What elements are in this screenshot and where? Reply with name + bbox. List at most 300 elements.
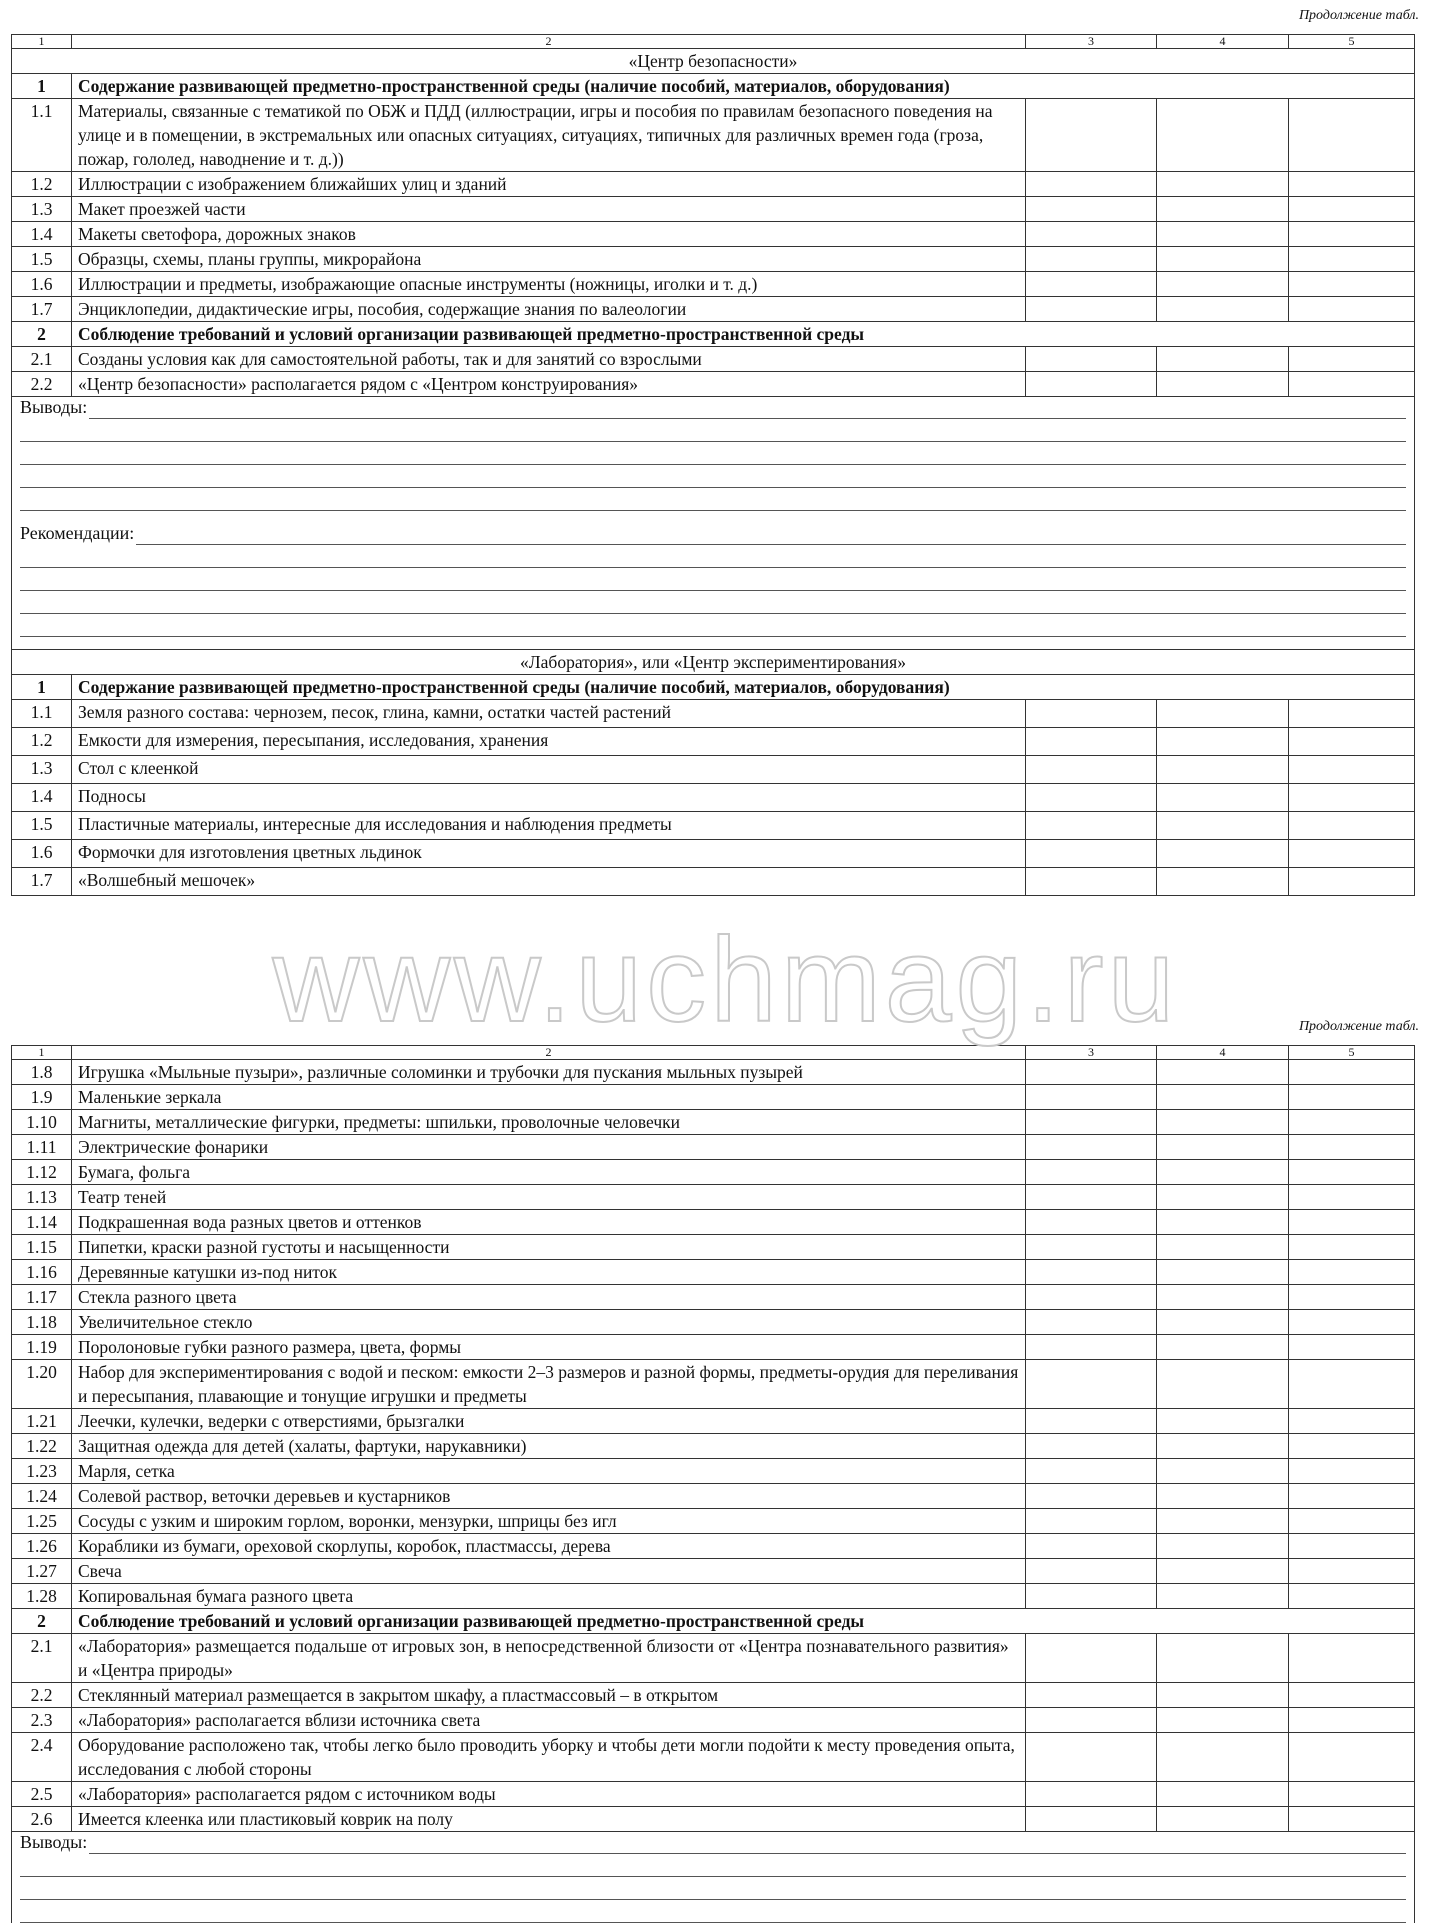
item-number: 1.28 bbox=[12, 1584, 72, 1609]
item-number: 1.5 bbox=[12, 812, 72, 840]
table-row bbox=[12, 1509, 1415, 1534]
table-row bbox=[12, 840, 1415, 868]
rating-cell[interactable] bbox=[1289, 1534, 1415, 1559]
writing-line[interactable] bbox=[20, 614, 1406, 637]
rating-cell[interactable] bbox=[1026, 1260, 1157, 1285]
rating-cell[interactable] bbox=[1026, 297, 1157, 322]
rating-cell[interactable] bbox=[1026, 840, 1157, 868]
item-text: Земля разного состава: чернозем, песок, глина, камни, остатки частей растений bbox=[72, 700, 1026, 728]
rating-cell[interactable] bbox=[1026, 1409, 1157, 1434]
rating-cell[interactable] bbox=[1289, 1484, 1415, 1509]
rating-cell[interactable] bbox=[1157, 812, 1289, 840]
rating-cell[interactable] bbox=[1026, 1733, 1157, 1782]
table-row bbox=[12, 1584, 1415, 1609]
table-row bbox=[12, 1060, 1415, 1085]
table-row bbox=[12, 1160, 1415, 1185]
group-header-row bbox=[12, 1609, 1415, 1634]
group-title: Содержание развивающей предметно-пространственной среды (наличие пособий, материалов, оборудования) bbox=[72, 675, 1415, 700]
table-row bbox=[12, 272, 1415, 297]
item-text: «Лаборатория» располагается рядом с источником воды bbox=[72, 1782, 1026, 1807]
item-number: 1.4 bbox=[12, 784, 72, 812]
group-header-row bbox=[12, 675, 1415, 700]
item-text: Пипетки, краски разной густоты и насыщенности bbox=[72, 1235, 1026, 1260]
continuation-label: Продолжение табл. bbox=[1299, 8, 1419, 24]
rating-cell[interactable] bbox=[1289, 372, 1415, 397]
table-row bbox=[12, 197, 1415, 222]
item-number: 1.22 bbox=[12, 1434, 72, 1459]
conclusions bbox=[12, 1832, 1415, 1923]
rating-cell[interactable] bbox=[1026, 1807, 1157, 1832]
rating-cell[interactable] bbox=[1289, 1708, 1415, 1733]
rating-cell[interactable] bbox=[1026, 1459, 1157, 1484]
assessment-table-part1 bbox=[11, 34, 1415, 896]
item-text: Копировальная бумага разного цвета bbox=[72, 1584, 1026, 1609]
item-text: Стекла разного цвета bbox=[72, 1285, 1026, 1310]
rating-cell[interactable] bbox=[1026, 1210, 1157, 1235]
table-row bbox=[12, 1110, 1415, 1135]
rating-cell[interactable] bbox=[1289, 1409, 1415, 1434]
column-number: 2 bbox=[72, 35, 1026, 49]
rating-cell[interactable] bbox=[1026, 1782, 1157, 1807]
table-row bbox=[12, 756, 1415, 784]
table-row bbox=[12, 1185, 1415, 1210]
rating-cell[interactable] bbox=[1157, 99, 1289, 172]
rating-cell[interactable] bbox=[1157, 728, 1289, 756]
table-row bbox=[12, 1360, 1415, 1409]
rating-cell[interactable] bbox=[1026, 1434, 1157, 1459]
table-row bbox=[12, 1409, 1415, 1434]
rating-cell[interactable] bbox=[1026, 1335, 1157, 1360]
column-number: 4 bbox=[1157, 35, 1289, 49]
column-number-row bbox=[12, 1046, 1415, 1060]
writing-line[interactable] bbox=[20, 488, 1406, 511]
rating-cell[interactable] bbox=[1026, 1310, 1157, 1335]
rating-cell[interactable] bbox=[1026, 700, 1157, 728]
item-number: 1.10 bbox=[12, 1110, 72, 1135]
item-number: 1.12 bbox=[12, 1160, 72, 1185]
item-number: 2.1 bbox=[12, 1634, 72, 1683]
rating-cell[interactable] bbox=[1157, 1210, 1289, 1235]
rating-cell[interactable] bbox=[1289, 1335, 1415, 1360]
item-number: 2.2 bbox=[12, 1683, 72, 1708]
rating-cell[interactable] bbox=[1157, 1310, 1289, 1335]
rating-cell[interactable] bbox=[1157, 272, 1289, 297]
item-text: Электрические фонарики bbox=[72, 1135, 1026, 1160]
rating-cell[interactable] bbox=[1157, 1484, 1289, 1509]
section-title-row bbox=[12, 650, 1415, 675]
rating-cell[interactable] bbox=[1026, 1160, 1157, 1185]
rating-cell[interactable] bbox=[1289, 700, 1415, 728]
item-text: Сосуды с узким и широким горлом, воронки, мензурки, шприцы без игл bbox=[72, 1509, 1026, 1534]
table-row bbox=[12, 1085, 1415, 1110]
writing-line[interactable] bbox=[20, 465, 1406, 488]
rating-cell[interactable] bbox=[1289, 272, 1415, 297]
rating-cell[interactable] bbox=[1157, 756, 1289, 784]
table-row bbox=[12, 784, 1415, 812]
item-number: 1.4 bbox=[12, 222, 72, 247]
rating-cell[interactable] bbox=[1157, 1110, 1289, 1135]
item-text: Макеты светофора, дорожных знаков bbox=[72, 222, 1026, 247]
table-row bbox=[12, 1733, 1415, 1782]
table-row bbox=[12, 868, 1415, 896]
item-text: «Волшебный мешочек» bbox=[72, 868, 1026, 896]
writing-line[interactable] bbox=[20, 1854, 1406, 1877]
rating-cell[interactable] bbox=[1026, 1110, 1157, 1135]
rating-cell[interactable] bbox=[1289, 1584, 1415, 1609]
rating-cell[interactable] bbox=[1289, 197, 1415, 222]
rating-cell[interactable] bbox=[1157, 1434, 1289, 1459]
rating-cell[interactable] bbox=[1157, 1185, 1289, 1210]
rating-cell[interactable] bbox=[1289, 1434, 1415, 1459]
item-text: «Лаборатория» располагается вблизи источника света bbox=[72, 1708, 1026, 1733]
group-header-row bbox=[12, 322, 1415, 347]
rating-cell[interactable] bbox=[1157, 197, 1289, 222]
rating-cell[interactable] bbox=[1026, 1509, 1157, 1534]
table-row bbox=[12, 1534, 1415, 1559]
column-number: 3 bbox=[1026, 35, 1157, 49]
item-text: Театр теней bbox=[72, 1185, 1026, 1210]
item-text: Материалы, связанные с тематикой по ОБЖ и ПДД (иллюстрации, игры и пособия по правилам безопасного поведения на улице и в помещении, в экстремальных или опасных ситуациях, ситуациях, типичных для различных времен года (гроза, пожар, гололед, наводнение и т. д.)) bbox=[72, 99, 1026, 172]
item-text: Оборудование расположено так, чтобы легко было проводить уборку и чтобы дети могли подойти к месту проведения опыта, исследования с любой стороны bbox=[72, 1733, 1026, 1782]
watermark: www.uchmag.ru bbox=[0, 920, 1451, 1040]
item-number: 1.18 bbox=[12, 1310, 72, 1335]
section-title-row bbox=[12, 49, 1415, 74]
conclusions-line[interactable] bbox=[20, 397, 1406, 419]
rating-cell[interactable] bbox=[1289, 1310, 1415, 1335]
table-row bbox=[12, 1484, 1415, 1509]
item-text: Иллюстрации с изображением ближайших улиц и зданий bbox=[72, 172, 1026, 197]
rating-cell[interactable] bbox=[1289, 1060, 1415, 1085]
rating-cell[interactable] bbox=[1157, 1335, 1289, 1360]
item-number: 1.7 bbox=[12, 297, 72, 322]
item-number: 2.5 bbox=[12, 1782, 72, 1807]
item-number: 1.5 bbox=[12, 247, 72, 272]
item-text: Поролоновые губки разного размера, цвета, формы bbox=[72, 1335, 1026, 1360]
rating-cell[interactable] bbox=[1157, 372, 1289, 397]
item-text: «Центр безопасности» располагается рядом с «Центром конструирования» bbox=[72, 372, 1026, 397]
column-number: 5 bbox=[1289, 35, 1415, 49]
rating-cell[interactable] bbox=[1289, 1683, 1415, 1708]
rating-cell[interactable] bbox=[1026, 1584, 1157, 1609]
table-row bbox=[12, 1335, 1415, 1360]
rating-cell[interactable] bbox=[1289, 1110, 1415, 1135]
group-number: 1 bbox=[12, 675, 72, 700]
rating-cell[interactable] bbox=[1289, 1807, 1415, 1832]
rating-cell[interactable] bbox=[1157, 1085, 1289, 1110]
rating-cell[interactable] bbox=[1157, 1160, 1289, 1185]
rating-cell[interactable] bbox=[1157, 1135, 1289, 1160]
table-row bbox=[12, 1559, 1415, 1584]
conclusions-label: Выводы: bbox=[20, 1830, 87, 1854]
writing-line[interactable] bbox=[20, 1877, 1406, 1900]
rating-cell[interactable] bbox=[1289, 99, 1415, 172]
writing-line[interactable] bbox=[20, 591, 1406, 614]
rating-cell[interactable] bbox=[1157, 1260, 1289, 1285]
table-row bbox=[12, 1210, 1415, 1235]
rating-cell[interactable] bbox=[1157, 1683, 1289, 1708]
rating-cell[interactable] bbox=[1289, 784, 1415, 812]
item-text: Созданы условия как для самостоятельной работы, так и для занятий со взрослыми bbox=[72, 347, 1026, 372]
rating-cell[interactable] bbox=[1026, 1060, 1157, 1085]
item-number: 2.6 bbox=[12, 1807, 72, 1832]
writing-line[interactable] bbox=[20, 568, 1406, 591]
conclusions-label: Выводы: bbox=[20, 395, 87, 419]
rating-cell[interactable] bbox=[1026, 728, 1157, 756]
rating-cell[interactable] bbox=[1026, 272, 1157, 297]
item-number: 2.4 bbox=[12, 1733, 72, 1782]
rating-cell[interactable] bbox=[1157, 1459, 1289, 1484]
rating-cell[interactable] bbox=[1157, 1733, 1289, 1782]
item-text: Марля, сетка bbox=[72, 1459, 1026, 1484]
item-number: 1.27 bbox=[12, 1559, 72, 1584]
rating-cell[interactable] bbox=[1157, 784, 1289, 812]
rating-cell[interactable] bbox=[1289, 1733, 1415, 1782]
rating-cell[interactable] bbox=[1026, 1634, 1157, 1683]
notes-row bbox=[12, 397, 1415, 650]
conclusions-row bbox=[12, 1832, 1415, 1923]
table-row bbox=[12, 1260, 1415, 1285]
recommendations-line[interactable] bbox=[20, 523, 1406, 545]
rating-cell[interactable] bbox=[1026, 172, 1157, 197]
rating-cell[interactable] bbox=[1289, 247, 1415, 272]
rating-cell[interactable] bbox=[1157, 1634, 1289, 1683]
rating-cell[interactable] bbox=[1289, 1235, 1415, 1260]
rating-cell[interactable] bbox=[1289, 1360, 1415, 1409]
item-text: Иллюстрации и предметы, изображающие опасные инструменты (ножницы, иголки и т. д.) bbox=[72, 272, 1026, 297]
rating-cell[interactable] bbox=[1026, 1559, 1157, 1584]
table-row bbox=[12, 1782, 1415, 1807]
rating-cell[interactable] bbox=[1157, 1708, 1289, 1733]
rating-cell[interactable] bbox=[1157, 1360, 1289, 1409]
rating-cell[interactable] bbox=[1289, 1509, 1415, 1534]
group-title: Соблюдение требований и условий организации развивающей предметно-пространственной среды bbox=[72, 1609, 1415, 1634]
section-title: «Центр безопасности» bbox=[12, 49, 1415, 74]
rating-cell[interactable] bbox=[1157, 1060, 1289, 1085]
table-row bbox=[12, 1683, 1415, 1708]
rating-cell[interactable] bbox=[1157, 347, 1289, 372]
rating-cell[interactable] bbox=[1289, 1260, 1415, 1285]
item-number: 1.7 bbox=[12, 868, 72, 896]
rating-cell[interactable] bbox=[1026, 1534, 1157, 1559]
rating-cell[interactable] bbox=[1289, 297, 1415, 322]
group-number: 2 bbox=[12, 1609, 72, 1634]
rating-cell[interactable] bbox=[1157, 1584, 1289, 1609]
column-number: 1 bbox=[12, 1046, 72, 1060]
group-number: 2 bbox=[12, 322, 72, 347]
column-number-row bbox=[12, 35, 1415, 49]
item-number: 1.24 bbox=[12, 1484, 72, 1509]
rating-cell[interactable] bbox=[1026, 812, 1157, 840]
rating-cell[interactable] bbox=[1026, 247, 1157, 272]
rating-cell[interactable] bbox=[1289, 812, 1415, 840]
rating-cell[interactable] bbox=[1157, 1235, 1289, 1260]
recommendations-label: Рекомендации: bbox=[20, 521, 134, 545]
table-row bbox=[12, 812, 1415, 840]
table-row bbox=[12, 1459, 1415, 1484]
rating-cell[interactable] bbox=[1289, 1085, 1415, 1110]
item-number: 1.1 bbox=[12, 99, 72, 172]
item-number: 1.3 bbox=[12, 756, 72, 784]
rating-cell[interactable] bbox=[1289, 347, 1415, 372]
rating-cell[interactable] bbox=[1157, 297, 1289, 322]
table-row bbox=[12, 222, 1415, 247]
rating-cell[interactable] bbox=[1026, 784, 1157, 812]
item-number: 1.19 bbox=[12, 1335, 72, 1360]
item-text: Стол с клеенкой bbox=[72, 756, 1026, 784]
rating-cell[interactable] bbox=[1157, 247, 1289, 272]
rating-cell[interactable] bbox=[1026, 1484, 1157, 1509]
item-number: 2.1 bbox=[12, 347, 72, 372]
rating-cell[interactable] bbox=[1026, 1285, 1157, 1310]
item-text: Деревянные катушки из-под ниток bbox=[72, 1260, 1026, 1285]
rating-cell[interactable] bbox=[1026, 222, 1157, 247]
item-number: 1.26 bbox=[12, 1534, 72, 1559]
item-number: 2.2 bbox=[12, 372, 72, 397]
rating-cell[interactable] bbox=[1157, 1534, 1289, 1559]
rating-cell[interactable] bbox=[1289, 728, 1415, 756]
rating-cell[interactable] bbox=[1289, 172, 1415, 197]
item-number: 1.23 bbox=[12, 1459, 72, 1484]
table-row bbox=[12, 247, 1415, 272]
item-number: 2.3 bbox=[12, 1708, 72, 1733]
rating-cell[interactable] bbox=[1157, 700, 1289, 728]
item-text: Игрушка «Мыльные пузыри», различные соломинки и трубочки для пускания мыльных пузырей bbox=[72, 1060, 1026, 1085]
table-row bbox=[12, 1434, 1415, 1459]
table-row bbox=[12, 728, 1415, 756]
item-number: 1.2 bbox=[12, 172, 72, 197]
item-number: 1.21 bbox=[12, 1409, 72, 1434]
table-row bbox=[12, 172, 1415, 197]
rating-cell[interactable] bbox=[1026, 756, 1157, 784]
table-row bbox=[12, 700, 1415, 728]
rating-cell[interactable] bbox=[1289, 1559, 1415, 1584]
assessment-table-part2 bbox=[11, 1045, 1415, 1923]
writing-line[interactable] bbox=[20, 442, 1406, 465]
table-row bbox=[12, 1634, 1415, 1683]
group-header-row bbox=[12, 74, 1415, 99]
rating-cell[interactable] bbox=[1026, 1135, 1157, 1160]
column-number: 1 bbox=[12, 35, 72, 49]
table-row bbox=[12, 1235, 1415, 1260]
rating-cell[interactable] bbox=[1026, 1708, 1157, 1733]
rating-cell[interactable] bbox=[1289, 1634, 1415, 1683]
item-number: 1.15 bbox=[12, 1235, 72, 1260]
item-number: 1.6 bbox=[12, 272, 72, 297]
item-text: Магниты, металлические фигурки, предметы: шпильки, проволочные человечки bbox=[72, 1110, 1026, 1135]
column-number: 4 bbox=[1157, 1046, 1289, 1060]
item-text: Защитная одежда для детей (халаты, фартуки, нарукавники) bbox=[72, 1434, 1026, 1459]
item-number: 1.11 bbox=[12, 1135, 72, 1160]
rating-cell[interactable] bbox=[1026, 372, 1157, 397]
column-number: 2 bbox=[72, 1046, 1026, 1060]
rating-cell[interactable] bbox=[1289, 868, 1415, 896]
rating-cell[interactable] bbox=[1026, 1085, 1157, 1110]
item-text: Пластичные материалы, интересные для исследования и наблюдения предметы bbox=[72, 812, 1026, 840]
item-number: 1.13 bbox=[12, 1185, 72, 1210]
group-title: Соблюдение требований и условий организации развивающей предметно-пространственной среды bbox=[72, 322, 1415, 347]
item-text: Маленькие зеркала bbox=[72, 1085, 1026, 1110]
item-number: 1.3 bbox=[12, 197, 72, 222]
item-text: Кораблики из бумаги, ореховой скорлупы, коробок, пластмассы, дерева bbox=[72, 1534, 1026, 1559]
table-row bbox=[12, 297, 1415, 322]
table-row bbox=[12, 1708, 1415, 1733]
rating-cell[interactable] bbox=[1289, 1210, 1415, 1235]
item-number: 1.16 bbox=[12, 1260, 72, 1285]
rating-cell[interactable] bbox=[1157, 222, 1289, 247]
rating-cell[interactable] bbox=[1157, 1559, 1289, 1584]
item-text: Имеется клеенка или пластиковый коврик на полу bbox=[72, 1807, 1026, 1832]
rating-cell[interactable] bbox=[1026, 197, 1157, 222]
writing-line[interactable] bbox=[20, 419, 1406, 442]
item-text: Емкости для измерения, пересыпания, исследования, хранения bbox=[72, 728, 1026, 756]
rating-cell[interactable] bbox=[1157, 868, 1289, 896]
rating-cell[interactable] bbox=[1157, 1807, 1289, 1832]
rating-cell[interactable] bbox=[1289, 840, 1415, 868]
item-text: Солевой раствор, веточки деревьев и кустарников bbox=[72, 1484, 1026, 1509]
rating-cell[interactable] bbox=[1289, 222, 1415, 247]
rating-cell[interactable] bbox=[1289, 1459, 1415, 1484]
rating-cell[interactable] bbox=[1157, 1782, 1289, 1807]
item-text: Подносы bbox=[72, 784, 1026, 812]
table-row bbox=[12, 347, 1415, 372]
rating-cell[interactable] bbox=[1026, 347, 1157, 372]
rating-cell[interactable] bbox=[1026, 868, 1157, 896]
item-text: Макет проезжей части bbox=[72, 197, 1026, 222]
conclusions-line[interactable] bbox=[20, 1832, 1406, 1854]
group-number: 1 bbox=[12, 74, 72, 99]
item-text: Свеча bbox=[72, 1559, 1026, 1584]
rating-cell[interactable] bbox=[1026, 1235, 1157, 1260]
table-row bbox=[12, 372, 1415, 397]
item-number: 1.1 bbox=[12, 700, 72, 728]
rating-cell[interactable] bbox=[1157, 172, 1289, 197]
group-title: Содержание развивающей предметно-пространственной среды (наличие пособий, материалов, оборудования) bbox=[72, 74, 1415, 99]
rating-cell[interactable] bbox=[1026, 99, 1157, 172]
rating-cell[interactable] bbox=[1157, 1285, 1289, 1310]
item-text: Подкрашенная вода разных цветов и оттенков bbox=[72, 1210, 1026, 1235]
item-number: 1.6 bbox=[12, 840, 72, 868]
rating-cell[interactable] bbox=[1289, 1782, 1415, 1807]
rating-cell[interactable] bbox=[1289, 1185, 1415, 1210]
rating-cell[interactable] bbox=[1157, 840, 1289, 868]
item-number: 1.2 bbox=[12, 728, 72, 756]
item-text: Набор для экспериментирования с водой и песком: емкости 2–3 размеров и разной формы, предметы-орудия для переливания и пересыпания, плавающие и тонущие игрушки и предметы bbox=[72, 1360, 1026, 1409]
table-row bbox=[12, 99, 1415, 172]
item-text: Леечки, кулечки, ведерки с отверстиями, брызгалки bbox=[72, 1409, 1026, 1434]
section-title: «Лаборатория», или «Центр экспериментирования» bbox=[12, 650, 1415, 675]
rating-cell[interactable] bbox=[1157, 1509, 1289, 1534]
table-row bbox=[12, 1285, 1415, 1310]
rating-cell[interactable] bbox=[1026, 1360, 1157, 1409]
table-row bbox=[12, 1310, 1415, 1335]
rating-cell[interactable] bbox=[1289, 756, 1415, 784]
continuation-label: Продолжение табл. bbox=[1299, 1019, 1419, 1035]
rating-cell[interactable] bbox=[1289, 1135, 1415, 1160]
rating-cell[interactable] bbox=[1026, 1185, 1157, 1210]
rating-cell[interactable] bbox=[1157, 1409, 1289, 1434]
table-row bbox=[12, 1807, 1415, 1832]
item-text: Формочки для изготовления цветных льдинок bbox=[72, 840, 1026, 868]
item-number: 1.14 bbox=[12, 1210, 72, 1235]
item-text: Энциклопедии, дидактические игры, пособия, содержащие знания по валеологии bbox=[72, 297, 1026, 322]
notes-block bbox=[12, 397, 1415, 650]
item-number: 1.8 bbox=[12, 1060, 72, 1085]
rating-cell[interactable] bbox=[1026, 1683, 1157, 1708]
rating-cell[interactable] bbox=[1289, 1285, 1415, 1310]
writing-line[interactable] bbox=[20, 545, 1406, 568]
item-text: Увеличительное стекло bbox=[72, 1310, 1026, 1335]
rating-cell[interactable] bbox=[1289, 1160, 1415, 1185]
